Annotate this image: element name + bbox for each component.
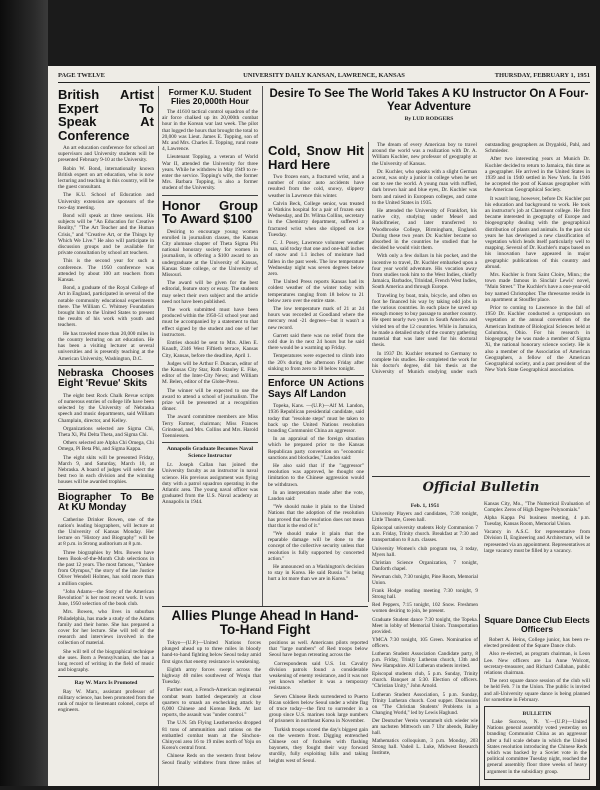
issue-date: THURSDAY, FEBRUARY 1, 1951 bbox=[494, 72, 590, 79]
bulletin-item: Red Peppers, 7:15 tonight, 102 Snow. Freshmen women desiring to join, be present. bbox=[372, 602, 478, 615]
small-bulletin-p1: Lake Success, N. Y.—(U.P.)—United Nations general assembly voted yesterday on branding Communist China as an aggressor after a full scale debate in which the United States resolution introducing the Chinese Reds which was backed by a Soviet vote in the political committee Tuesday night, reached the general assembly floor three weeks of heavy argument in the subsidiary group. bbox=[487, 719, 587, 775]
column-rule bbox=[479, 614, 480, 786]
desire-p6: In 1937 Dr. Kuchler returned to Germany to complete his studies. He completed the work for his doctor's degree, did his thesis at the University of Munich studying under such outstanding geographers as Drygalski, Pahl, and Schmieder. bbox=[372, 142, 590, 376]
small-bulletin-headline: BULLETIN bbox=[522, 711, 552, 718]
bulletin-date: Feb. 1, 1951 bbox=[410, 503, 440, 509]
smith-p1: The 41610 tactical control squadron of the air force chalked up its 20,000th combat hour in the Korean war last week. The pilot that logged the hours that brought the total to 20,000 was Lieut. James E. Topping, son of Mr. and Mrs. Charles E. Topping, rural route 4, Lawrence. bbox=[162, 109, 258, 153]
allies-p7: Seven Chinese Reds surrendered to Puerto Rican soldiers below Seoul under a white flag of truce today—the first to surrender in a group since U.S. marines took large numbers of prisoners in northeast Korea in November. bbox=[269, 693, 368, 725]
square-p2: Also re-elected, as program chairman, is Leon Lee. New officers are Lu Anne Wolcott, secretary-treasurer, and Richard Callahan, public relations chairman. bbox=[484, 651, 590, 677]
desire-headline: Desire To See The World Takes A KU Instructor On A Four-Year Adventure bbox=[269, 88, 589, 113]
honor-p6: The winner will be expected to use the award to attend a school of journalism. The prize will be presented at a recognition dinner. bbox=[162, 387, 258, 413]
allies-p4: The U.N. 5th Flying Leathernecks dropped 81 tons of ammunition and rations on the embattled combat team at the Sinchon-Chinyoni area 16 to 19 miles north of Yoju on Korea's central front. bbox=[162, 720, 261, 752]
honor-headline: Honor Group To Award $100 bbox=[162, 197, 258, 227]
bulletin-item: Lutheran Student Association Candidate party, 8 p.m. Friday, Trinity Lutheran church, 13th and New Hampshire. All Lutheran students invited. bbox=[372, 650, 478, 670]
biographer-p2: Three biographies by Mrs. Bowen have been Book-of-the-Month Club selections in the past 12 years. The most famous, "Yankee from Olympus," the story of the late Justice Oliver Wendell Holmes, has sold more than a million copies. bbox=[58, 549, 154, 587]
artist-p5: This is the second year for such a conference. The 1950 conference was attended by about 100 art teachers from Kansas. bbox=[58, 258, 154, 284]
cold-p6: Garrett said there was no relief from the cold due in the next 24 hours but he said there would be a warming up Friday. bbox=[268, 332, 364, 352]
bulletin-item: Graduate Student dance 7:30 tonight, the Topeka. Meet in lobby of Memorial Union. Transportation provided. bbox=[372, 616, 478, 635]
honor-p1: Desiring to encourage young women enrolled in journalism classes, the Kansas City alumnae chapter of Theta Sigma Phi national honorary society for women in journalism, is offering a $100 award to an undergraduate at the University of Kansas, Kansas State college, or the University of Missouri. bbox=[162, 228, 258, 279]
nebraska-headline: Nebraska Chooses Eight 'Revue' Skits bbox=[58, 367, 154, 390]
enforce-p4: In an interpretation made after the vote, Landon said: bbox=[268, 489, 364, 502]
desire-p8: It wasn't long, however, before Dr. Kuchler put his education and background to work. He took an instructor's job at Claremont college. He first became interested in geography of Europe and biogeography dealing with the geographical distribution of plants and animals. In the past six years he has developed a new classification of vegetation which lends itself particularly well to mapping. Several of Dr. Kuchler's maps based on his innovation have appeared in major geographic publications of this country and abroad. bbox=[485, 195, 590, 270]
desire-p9: Mrs. Kuchler is from Saint Cloire, Minn.; the town made famous in Sinclair Lewis' novel, "Main Street." The Kuchler's have a one-year-old boy named Christopher. The threesome reside in an apartment at Stouffer place. bbox=[485, 272, 590, 303]
enforce-p6: "We should make it plain that the reparable damage will be done to the concept of the collective security unless that resolution is fully supported by concerted action." bbox=[268, 530, 364, 562]
column-rule bbox=[262, 86, 263, 606]
masthead bbox=[58, 70, 590, 83]
allies-story bbox=[162, 606, 368, 787]
column-rule bbox=[158, 86, 159, 786]
desire-p4: With only a few dollars in his pocket, and the incentive to travel, Dr. Kuchler embarked upon a four year world adventure. His vocation away from studies took him to the West Indies, chiefly Jamaica, Barbados, Trinidad, French West Indies, South America and through Europe. bbox=[372, 253, 477, 291]
honor-p4: Entries should be sent to Mrs. Allen E. Knauft, 2346 West Fiftieth terrace, Kansas City, Kansas, before the deadline, April 1. bbox=[162, 340, 258, 359]
annapolis-p1: Lt. Joseph Callan has joined the University faculty as an instructor in naval science. His previous assignment was flying duty with a patrol squadron operating in the Atlantic area. The young naval officer was graduated from the U.S. Naval academy at Annapolis in 1944. bbox=[162, 462, 258, 506]
artist-p4: Bond will speak at three sessions. His subjects will be "An Education for Creative Reality," "The Art Teacher and the Human Crisis," and "Creative Art, or the Things by Which We Live." He also will participate in discussion groups and be available for private consultation by school art teachers. bbox=[58, 213, 154, 257]
honor-p3: The work submitted must have been produced within the 1950-51 school year and must be accompanied by a statement to that effect signed by the student and one of her instructors. bbox=[162, 307, 258, 338]
biographer-p1: Catherine Drinker Bowen, one of the nation's leading biographers, will lecture at the University of Kansas Monday. Her lecture on "History and Biography" will be at 8 p.m. in Strong auditorium at 8 p.m. bbox=[58, 516, 154, 548]
cold-p5: The low temperature mark of 21 at 24 hours was recorded at Goodland where the mercury read -21 degrees—but it wasn't a new record. bbox=[268, 306, 364, 331]
nebraska-p4: The eight skits will be presented Friday, March 9, and Saturday, March 10, at Nebraska. A board of judges will select the best two in each division and the winning houses will be awarded trophies. bbox=[58, 454, 154, 486]
square-body bbox=[484, 637, 590, 703]
enforce-headline: Enforce UN Actions Says Alf Landon bbox=[268, 378, 364, 400]
bulletin-item: Der Deutscher Verein verammelt sich wieder wie am nachsten Mittwoch um 7 Uhr abends, Bailey hall. bbox=[372, 717, 478, 737]
binding-spine bbox=[0, 0, 48, 786]
ray-p1: Ray W. Marx, assistant professor of military science, has been promoted from the rank of major to lieutenant colonel, corps of engineers. bbox=[58, 688, 154, 714]
desire-p3: He attended the University of Frankfort, his native city, studying under Meuel and Rudolfmeier, and later transferred to Woodbrooke College, Birmingham, England. During these two years Dr. Kuchler became so absorbed in the countries he studied that he decided he would visit them. bbox=[372, 208, 477, 252]
allies-p8: Turkish troops scored the day's biggest gain on the western front. Digging entrenched Chinese out of foxholes with flashing bayonets, they fought their way forward sturdily, fully exploiting hills and taking heights west of Seoul. bbox=[269, 726, 368, 764]
cold-p3: C. J. Posey, Lawrence volunteer weather man, said today that one and one-half inches of snow and 1.1 inches of moisture had fallen in the past week. The low temperature Wednesday night was seven degrees below zero. bbox=[268, 240, 364, 278]
cold-p4: The United Press reports Kansas had its coldest weather of the winter today with temperatures ranging from 18 below to 21 below zero over the entire state. bbox=[268, 279, 364, 304]
desire-p1: The dream of every American boy to travel around the world was a realization with Dr. A. William Kuchler, new professor of geography at the University of Kansas. bbox=[372, 142, 477, 167]
artist-p1: An art education conference for school art supervisors and University students will be presented February 9-10 at the University. bbox=[58, 145, 154, 164]
biographer-p5: She will tell of the biographical technique she uses. Born a Pennsylvanian, she has a long record of writing in the field of music and biography. bbox=[58, 648, 154, 674]
enforce-p7: He announced on a Washington's decision to stay in Korea. He said Russia "is being hurt a lot more than we are in Korea." bbox=[268, 563, 364, 583]
cold-p1: Two frozen ears, a fractured wrist, and a number of minor auto accidents have resulted from the cold, snowy, slippery weather in Lawrence this winter. bbox=[268, 174, 364, 199]
annapolis-headline: Annapolis Graduate Becomes Naval Science Instructor bbox=[166, 446, 254, 459]
square-headline: Square Dance Club Elects Officers bbox=[484, 615, 590, 634]
bulletin-box bbox=[484, 706, 590, 780]
artist-headline: British Artist Expert To Speak At Conference bbox=[58, 87, 154, 143]
allies-p1: Tokyo—(U.P.)—United Nations forces plunged ahead up to three miles in bloody hand-to-hand fighting below Seoul today amid first signs that enemy resistance is weakening. bbox=[162, 640, 262, 665]
desire-p7: After two interesting years at Munich Dr. Kuchler decided to return to Jamaica, this time as a geographer. He arrived in the United States in 1939 and in 1940 settled in New York. In 1946 he accepted the post of Kansas geographer with the American Geographical Society. bbox=[485, 156, 590, 194]
artist-p6: Bond, a graduate of the Royal College of Art in England, participated in several of the notable community educational experiments there. The William C. Whitney Foundation brought him to the United States to present the results of his work with youth and teachers. bbox=[58, 285, 154, 329]
honor-p2: The award will be given for the best editorial, feature story or essay. The students may select their own subject and the article need not have been published. bbox=[162, 280, 258, 305]
allies-p6: Correspondents said U.S. 1st. Cavalry division patrols found a considerable weakening of enemy resistance, and it was not yet known whether it was a temporary resistance. bbox=[269, 660, 368, 692]
column-3 bbox=[268, 142, 364, 604]
bulletin-title: Official Bulletin bbox=[422, 480, 540, 495]
smith-headline: Former K.U. Student Flies 20,000th Hour bbox=[168, 87, 252, 106]
bulletin-item: Frank Hodge reading meeting 7:30 tonight, 9 Strong hall. bbox=[372, 588, 478, 601]
cold-headline: Cold, Snow Hit Hard Here bbox=[268, 143, 364, 172]
desire-byline: By LUD RODGERS bbox=[404, 116, 454, 122]
divider bbox=[58, 489, 154, 490]
divider bbox=[268, 375, 364, 376]
nebraska-p2: Organizations selected are Sigma Chi, Theta Xi, Phi Delta Theta, and Sigma Chi. bbox=[58, 425, 154, 438]
newspaper-page bbox=[48, 66, 596, 786]
bulletin-item: Kansas City, Mo., "The Numerical Evaluation of Complex Zeros of High Degree Polynomials." bbox=[484, 501, 590, 514]
bulletin-item: Newman club, 7:30 tonight, Pine Room, Memorial Union. bbox=[372, 573, 478, 587]
bulletin-right bbox=[484, 501, 590, 556]
divider bbox=[162, 195, 258, 196]
bulletin-overflow bbox=[372, 608, 476, 786]
bulletin-item: University Women's club program tea, 3 today, Myers hall. bbox=[372, 545, 478, 558]
enforce-p5: "We should make it plain to the United Nations that the adoption of the resolution has proved that the resolution does not mean that that is the end of it." bbox=[268, 504, 364, 529]
honor-p7: The award committee members are Miss Terry Farmer, chairman; Miss Frances Grinstead, and Mrs. Collins and Mrs. Harold Toenniessen. bbox=[162, 414, 258, 439]
desire-header bbox=[268, 86, 590, 142]
allies-body bbox=[162, 640, 368, 790]
desire-p10: Prior to coming to Lawrence in the fall of 1950 Dr. Kuchler conducted a symposium on vegetation at the annual convention of the American Institute of Biological Sciences held at Columbus, Ohio. For his research in biogeography he was made a member of Sigma Xi, the national honorary science society. He is also a member of the Association of American Geographers, a fellow of the American Geographical society, and a past president of the New York State Geographical association. bbox=[485, 305, 590, 374]
divider bbox=[58, 365, 154, 366]
enforce-p3: He also said that if the "aggressor" resolution was approved, he thought one limitation to the Chinese aggression would be withdrawn. bbox=[268, 462, 364, 488]
biographer-p3: "John Adams—the Story of the American Revolution" is her most recent work. It won June, 1950 selection of the book club. bbox=[58, 588, 154, 608]
bulletin-item: University Players and candidates, 7:30 tonight, Little Theatre, Green hall. bbox=[372, 511, 478, 524]
artist-p2: Robin W. Bond, internationally known British expert on art education, who is now lecturing and teaching in this country, will be the guest consultant. bbox=[58, 165, 154, 191]
desire-p5: Traveling by boat, train, bicycle, and often on foot he financed his way by taking odd jobs in the various countries. In each place he saved up enough money to buy passage to another country. He spent nearly two years in South America and visited ten of the 12 countries. While in Jamaica, he made a detailed study of the country gathering material that was later used for his doctoral thesis. bbox=[372, 292, 477, 349]
allies-p3: Farther east, a French-American regimental combat team battled desperately at close quarters to smash an enchecking attack by 6,000 Chinese and Korean Reds. At last reports, the assault was "under control." bbox=[162, 687, 261, 719]
artist-p7: He has traveled more than 20,000 miles in the country lecturing on art education. He has been a visiting lecturer at several universities and is presently teaching at the American University, Washington, D.C. bbox=[58, 330, 154, 362]
allies-headline: Allies Plunge Ahead In Hand-To-Hand Fight bbox=[171, 608, 359, 637]
column-1 bbox=[58, 86, 154, 786]
square-dance-story bbox=[484, 614, 590, 786]
cold-p7: Temperatures were expected to climb into the 20's during the afternoon Friday after sinking to from zero to 18 below tonight. bbox=[268, 353, 364, 372]
cold-p2: Calvin Beck, College senior, was treated at Watkins hospital for a pair of frozen ears Wednesday, and Dr. Wilma Collins, secretary in the Chemistry department, suffered a fractured wrist when she slipped on ice Tuesday. bbox=[268, 200, 365, 238]
nebraska-p3: Others selected are Alpha Chi Omega, Chi Omega, Pi Beta Phi, and Sigma Kappa. bbox=[58, 440, 154, 453]
allies-p5: Chinese Reds on the western front below Seoul finally withdrew from three miles of positions as well. Americans pilots reported that "large numbers" of Red troops below Seoul have begun retreating across the bbox=[162, 640, 368, 766]
enforce-p2: In an appraisal of the foreign situation which he prepared prior to the Kansas Republican party convention on "economic sanctions and blockades," Landon said: bbox=[268, 436, 364, 461]
artist-p3: The K.U. School of Education and University extension are sponsors of the two-day meeting. bbox=[58, 192, 154, 211]
honor-p5: Judges will be Arthur F. Duncan, editor of the Kansas City Star, Ruth Stanley E. Fike, editor of the Inter-City News; and William M. Belen, editor of the Globe-Press. bbox=[162, 360, 258, 386]
smith-p2: Lieutenant Topping, a veteran of World War II, attended the University for three years. While he withdrew in May 1949 to re-enter the service. Topping's wife, the former Mrs. Barbara Topping, is also a former student of the University. bbox=[162, 154, 258, 192]
bulletin-item: Vacancy in A.S.C. for representative from Division II, Engineering and Architecture, will be represented via an appointment. Representatives at large vacancy must be filled by a vacancy. bbox=[484, 529, 590, 554]
bulletin-item: Alpha Kappa Psi business meeting, 4 p.m. Tuesday, Kansas Room, Memorial Union. bbox=[484, 515, 590, 528]
divider bbox=[58, 676, 154, 677]
bulletin-item: Lutheran Student Association, 5 p.m. Sunday, Trinity Lutheran church. Cost supper. Discussion on "The Christian Students' Problems in a Changing World," led by Lewis Haglund. bbox=[372, 691, 478, 716]
bulletin-item: Christian Science Organization, 7 tonight, Danforth chapel. bbox=[372, 559, 478, 572]
biographer-headline: Biographer To Be At KU Monday bbox=[58, 491, 154, 514]
allies-p2: Eighth army forces swept across the highway 40 miles southwest of Wonju that Tuesday. bbox=[162, 666, 261, 686]
divider bbox=[162, 442, 258, 443]
bulletin-item: Episcopal university students Holy Communion 7 a.m. Friday, Trinity church. Breakfast at 7:30 and transportation to 8 a.m. classes. bbox=[372, 525, 478, 544]
bulletin-item: Mathematics colloquium, 3 p.m. Monday, 203 Strong hall. Vadeil L. Luke, Midwest Research Institute, bbox=[372, 738, 478, 757]
square-p1: Robert A. Heins, College junior, has been re-elected president of the Square Dance club. bbox=[484, 637, 590, 650]
square-p3: The next square dance session of the club will be held Feb. 7 in the Union. The public is invited and all-University square dance is being planned for sometime in February. bbox=[484, 678, 590, 703]
column-rule bbox=[368, 142, 369, 602]
ray-headline: Ray W. Marx Is Promoted bbox=[74, 680, 138, 687]
page-number: PAGE TWELVE bbox=[58, 72, 106, 79]
desire-p2: Dr. Kuchler, who speaks with a slight German accent, was only a junior in college when he set out to see the world. A young man with ruffled, dark brown hair and blue eyes, Dr. Kuchler was born and raised in European colleges, and came to the United States in 1935. bbox=[372, 168, 477, 206]
small-bulletin-body bbox=[487, 719, 587, 775]
desire-body bbox=[372, 142, 590, 472]
paper-name: UNIVERSITY DAILY KANSAN, LAWRENCE, KANSAS bbox=[243, 72, 405, 79]
bulletin-item: YMCA 7:30 tonight, 105 Green. Nomination of officers. bbox=[372, 636, 478, 649]
enforce-p1: Topeka, Kans. —(U.P.)—Alf M. Landon, 1936 Republican presidential candidate, said today that "resolute steps" must be taken to back up the United Nations resolution branding Communist China an aggressor. bbox=[268, 403, 364, 434]
bulletin-item: Episcopal students club, 5 p.m. Sunday, Trinity church. Banquet at 5:30. Election of officers. "Christian Unity," John Arnold. bbox=[372, 671, 478, 690]
biographer-p4: Mrs. Bowen, who lives in suburban Philadelphia, has made a study of the Adams family and their home. She has prepared a cover for her lecture. She will tell of the research and interviews involved in the collection of material. bbox=[58, 609, 154, 647]
column-2 bbox=[162, 86, 258, 626]
nebraska-p1: The eight best Rock Chalk Revue scripts of numerous entries of college life have been selected by the University of Nebraska speech and music departments, said William Champlain, director, and Kelley. bbox=[58, 392, 154, 424]
